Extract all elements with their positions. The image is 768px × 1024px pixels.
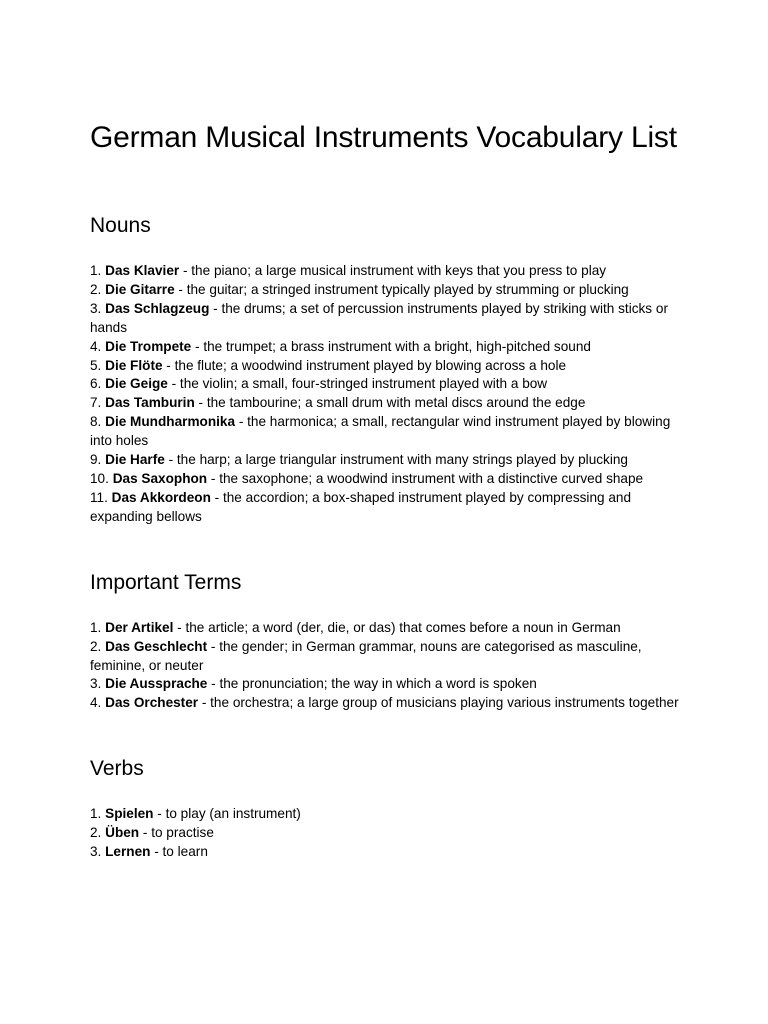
vocab-definition: - to practise (139, 825, 214, 841)
list-item (90, 375, 690, 394)
vocab-definition: - the drums; a set of percussion instruments played by striking with sticks or hands (90, 300, 668, 335)
vocab-definition: - the pronunciation; the way in which a word is spoken (207, 676, 537, 692)
list-item (90, 413, 690, 451)
section-important-terms (90, 569, 690, 714)
vocab-term: Die Geige (105, 376, 168, 392)
item-number: 2. (90, 281, 102, 297)
vocab-definition: - the violin; a small, four-stringed instrument played with a bow (167, 376, 548, 392)
vocab-term: Der Artikel (105, 619, 174, 635)
item-number: 9. (90, 452, 102, 468)
vocab-term: Lernen (105, 844, 151, 860)
section-heading: Verbs (90, 757, 144, 781)
section-heading: Important Terms (90, 570, 242, 594)
vocab-list (90, 262, 690, 527)
item-number: 1. (90, 806, 102, 822)
item-number: 3. (90, 300, 102, 316)
list-item (90, 638, 690, 676)
vocab-definition: - the orchestra; a large group of musicians playing various instruments together (198, 695, 679, 711)
vocab-list (90, 805, 690, 862)
vocab-term: Spielen (105, 806, 154, 822)
vocab-term: Das Geschlecht (105, 638, 208, 654)
vocab-definition: - the piano; a large musical instrument with keys that you press to play (179, 263, 607, 278)
list-item (90, 675, 690, 694)
vocab-term: Die Gitarre (105, 281, 175, 297)
vocab-definition: - the harp; a large triangular instrument with many strings played by plucking (164, 452, 628, 468)
vocab-term: Das Saxophon (112, 470, 208, 486)
vocab-definition: - the harmonica; a small, rectangular wind instrument played by blowing into holes (90, 414, 671, 449)
vocab-definition: - the trumpet; a brass instrument with a bright, high-pitched sound (191, 338, 591, 354)
list-item (90, 805, 690, 824)
item-number: 1. (90, 263, 102, 278)
vocab-definition: - the saxophone; a woodwind instrument with a distinctive curved shape (207, 470, 644, 486)
vocab-definition: - the guitar; a stringed instrument typically played by strumming or plucking (174, 281, 629, 297)
list-item (90, 281, 690, 300)
vocab-definition: - the gender; in German grammar, nouns are categorised as masculine, feminine, or neuter (90, 638, 642, 673)
vocab-term: Das Tamburin (105, 395, 195, 411)
item-number: 4. (90, 338, 102, 354)
vocab-definition: - the article; a word (der, die, or das) that comes before a noun in German (173, 619, 621, 635)
vocab-definition: - to learn (150, 844, 208, 860)
item-number: 3. (90, 844, 102, 860)
vocab-definition: - the accordion; a box-shaped instrument played by compressing and expanding bellows (90, 489, 632, 524)
list-item (90, 489, 690, 527)
document-content (90, 118, 690, 862)
vocab-term: Die Mundharmonika (105, 414, 236, 430)
list-item (90, 300, 690, 338)
list-item (90, 619, 690, 638)
vocab-term: Die Aussprache (105, 676, 208, 692)
vocab-definition: - the tambourine; a small drum with metal discs around the edge (194, 395, 586, 411)
vocab-term: Das Schlagzeug (105, 300, 210, 316)
list-item (90, 262, 690, 281)
list-item (90, 394, 690, 413)
item-number: 11. (90, 489, 108, 505)
item-number: 6. (90, 376, 102, 392)
section-heading: Nouns (90, 214, 151, 237)
item-number: 7. (90, 395, 102, 411)
vocab-term: Die Harfe (105, 452, 165, 468)
item-number: 1. (90, 619, 102, 635)
list-item (90, 357, 690, 376)
vocab-list (90, 619, 690, 714)
vocab-term: Das Orchester (105, 695, 199, 711)
vocab-term: Die Trompete (105, 338, 192, 354)
item-number: 8. (90, 414, 102, 430)
list-item (90, 694, 690, 713)
list-item (90, 843, 690, 862)
item-number: 10. (90, 470, 109, 486)
item-number: 2. (90, 825, 102, 841)
vocab-term: Üben (105, 825, 140, 841)
list-item (90, 824, 690, 843)
vocab-term: Die Flöte (105, 357, 163, 373)
item-number: 3. (90, 676, 102, 692)
section-nouns (90, 212, 690, 527)
list-item (90, 470, 690, 489)
list-item (90, 338, 690, 357)
vocab-definition: - the flute; a woodwind instrument played by blowing across a hole (162, 357, 567, 373)
item-number: 4. (90, 695, 102, 711)
list-item (90, 451, 690, 470)
page-title: German Musical Instruments Vocabulary List (90, 121, 677, 154)
vocab-definition: - to play (an instrument) (153, 806, 301, 822)
item-number: 2. (90, 638, 102, 654)
vocab-term: Das Klavier (105, 263, 180, 278)
item-number: 5. (90, 357, 102, 373)
section-verbs (90, 755, 690, 862)
vocab-term: Das Akkordeon (111, 489, 211, 505)
